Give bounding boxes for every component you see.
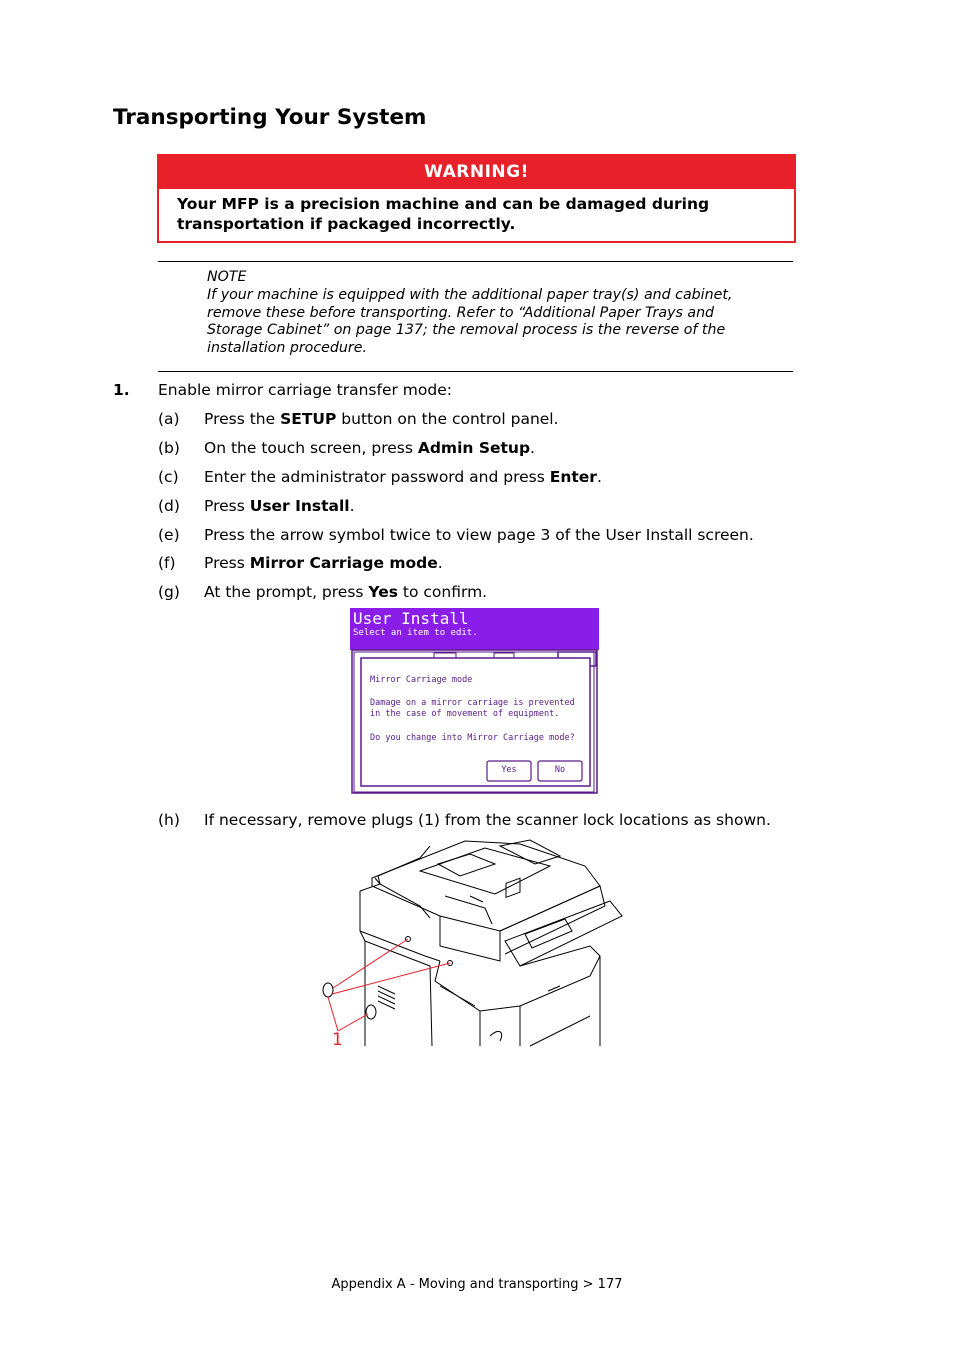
substep-label: (b) — [158, 439, 180, 457]
substep-label: (d) — [158, 497, 180, 515]
warning-body: Your MFP is a precision machine and can be damaged during transportation if packaged incorrectly. — [177, 195, 710, 233]
substep-text: Press the arrow symbol twice to view page 3 of the User Install screen. — [204, 526, 754, 544]
dialog-question: Do you change into Mirror Carriage mode? — [370, 733, 575, 743]
mfp-illustration — [320, 836, 630, 1052]
substep-text: Enter the administrator password and press Enter. — [204, 468, 602, 486]
dialog-message: Damage on a mirror carriage is prevented — [370, 698, 575, 708]
page-footer: Appendix A - Moving and transporting > 177 — [331, 1277, 623, 1292]
dialog-message: in the case of movement of equipment. — [370, 709, 560, 719]
substep-text: Press Mirror Carriage mode. — [204, 554, 443, 572]
substep-label: (f) — [158, 554, 176, 572]
substep-text: If necessary, remove plugs (1) from the scanner lock locations as shown. — [204, 811, 771, 829]
mfp-drawing — [320, 836, 630, 1052]
note-line: If your machine is equipped with the additional paper tray(s) and cabinet, — [207, 286, 733, 303]
screen-title: User Install — [353, 609, 469, 628]
no-button[interactable]: No — [554, 765, 566, 775]
step-number: 1. — [113, 381, 130, 399]
touch-screen-illustration — [350, 608, 599, 794]
yes-button[interactable]: Yes — [501, 765, 517, 775]
note-line: remove these before transporting. Refer to “Additional Paper Trays and — [207, 304, 715, 321]
note-label: NOTE — [207, 269, 247, 285]
step-text: Enable mirror carriage transfer mode: — [158, 381, 452, 399]
dialog-title: Mirror Carriage mode — [370, 675, 473, 685]
substep-label: (c) — [158, 468, 179, 486]
note-line: Storage Cabinet” on page 137; the removal process is the reverse of the — [207, 322, 726, 339]
note-box — [158, 261, 793, 372]
substep-text: At the prompt, press Yes to confirm. — [204, 583, 488, 601]
substep-text: Press the SETUP button on the control panel. — [204, 410, 559, 428]
substep-label: (h) — [158, 811, 180, 829]
screen-subtitle: Select an item to edit. — [353, 628, 478, 638]
note-line: installation procedure. — [207, 340, 367, 357]
warning-box — [157, 154, 796, 243]
substep-label: (g) — [158, 583, 180, 601]
substep-text: Press User Install. — [204, 497, 355, 515]
substep-label: (e) — [158, 526, 180, 544]
substep-text: On the touch screen, press Admin Setup. — [204, 439, 535, 457]
callout-label: 1 — [332, 1030, 343, 1050]
page-title: Transporting Your System — [113, 105, 427, 130]
substep-label: (a) — [158, 410, 180, 428]
warning-heading: WARNING! — [159, 156, 794, 189]
